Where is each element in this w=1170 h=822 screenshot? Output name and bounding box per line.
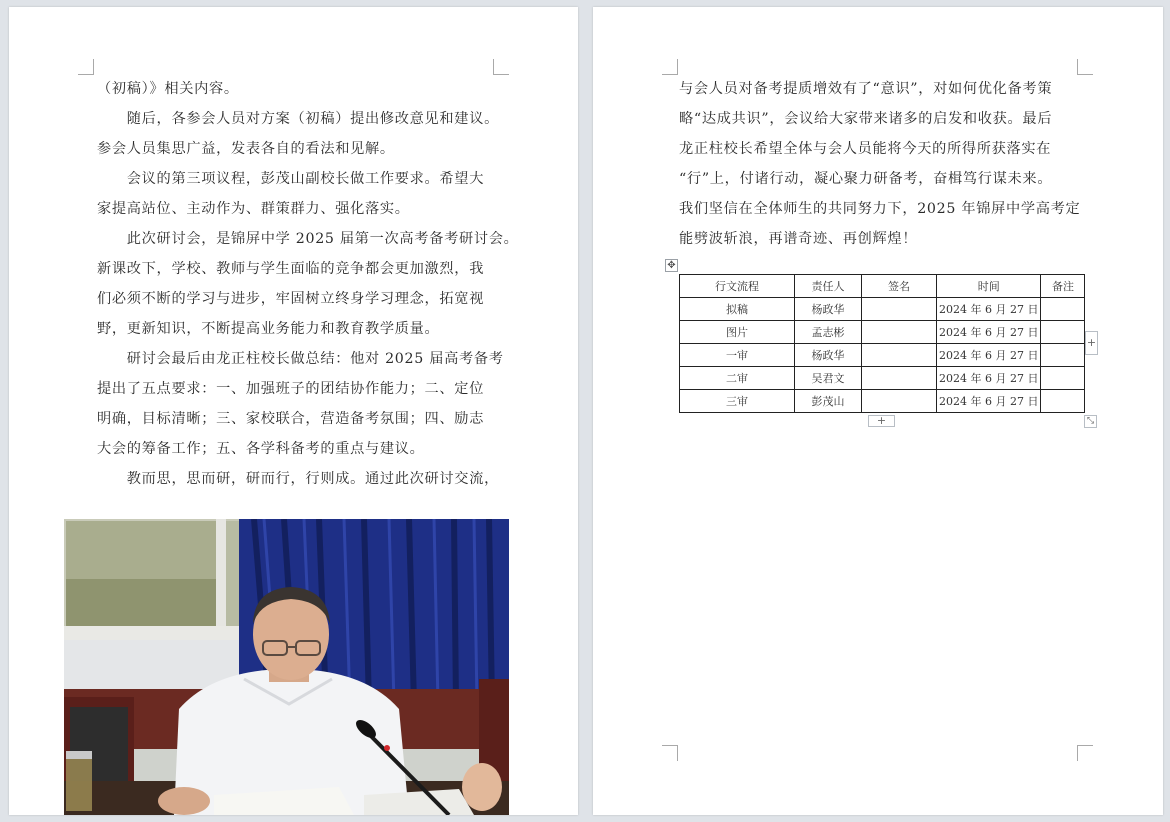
header-cell[interactable]: 签名 xyxy=(862,275,937,298)
table-cell[interactable] xyxy=(862,344,937,367)
header-cell[interactable]: 行文流程 xyxy=(680,275,795,298)
text-line: 会议的第三项议程，彭茂山副校长做工作要求。希望大 xyxy=(97,171,485,187)
header-cell[interactable]: 责任人 xyxy=(795,275,862,298)
table-header-row xyxy=(680,275,1085,298)
table-cell[interactable] xyxy=(1041,321,1085,344)
header-cell[interactable]: 备注 xyxy=(1041,275,1085,298)
table-cell[interactable] xyxy=(862,367,937,390)
table-cell[interactable]: 2024 年 6 月 27 日 xyxy=(937,321,1041,344)
margin-corner-bottom-right xyxy=(1077,745,1093,761)
table-cell[interactable]: 孟志彬 xyxy=(795,321,862,344)
table-row xyxy=(680,321,1085,344)
text-line: 新课改下，学校、教师与学生面临的竞争都会更加激烈，我 xyxy=(97,261,485,277)
margin-corner-top-left xyxy=(78,59,94,75)
table-cell[interactable] xyxy=(1041,344,1085,367)
text-line: 大会的筹备工作；五、各学科备考的重点与建议。 xyxy=(97,441,425,457)
table-cell[interactable]: 彭茂山 xyxy=(795,390,862,413)
text-line: 与会人员对备考提质增效有了“意识”，对如何优化备考策 xyxy=(679,81,1053,97)
text-line: 此次研讨会，是锦屏中学 2025 届第一次高考备考研讨会。 xyxy=(97,231,519,247)
text-line: 随后，各参会人员对方案（初稿）提出修改意见和建议。 xyxy=(97,111,499,127)
text-line: 野，更新知识，不断提高业务能力和教育教学质量。 xyxy=(97,321,440,337)
table-row xyxy=(680,298,1085,321)
text-line: 们必须不断的学习与进步，牢固树立终身学习理念，拓宽视 xyxy=(97,291,485,307)
table-cell[interactable] xyxy=(1041,367,1085,390)
margin-corner-top-right xyxy=(493,59,509,75)
text-line: （初稿）》相关内容。 xyxy=(97,81,239,97)
table-cell[interactable] xyxy=(862,390,937,413)
table-cell[interactable]: 2024 年 6 月 27 日 xyxy=(937,367,1041,390)
add-column-button[interactable]: + xyxy=(1085,331,1098,355)
text-line: 明确，目标清晰；三、家校联合，营造备考氛围；四、励志 xyxy=(97,411,485,427)
text-line: 家提高站位、主动作为、群策群力、强化落实。 xyxy=(97,201,410,217)
document-page-left xyxy=(9,7,578,815)
table-cell[interactable]: 吴君文 xyxy=(795,367,862,390)
approval-table[interactable] xyxy=(679,274,1085,413)
table-cell[interactable]: 一审 xyxy=(680,344,795,367)
table-cell[interactable]: 2024 年 6 月 27 日 xyxy=(937,298,1041,321)
table-cell[interactable] xyxy=(1041,390,1085,413)
text-line: 能劈波斩浪，再谱奇迹、再创辉煌！ xyxy=(679,231,918,247)
text-line: 研讨会最后由龙正柱校长做总结：他对 2025 届高考备考 xyxy=(97,351,504,367)
text-line: 提出了五点要求：一、加强班子的团结协作能力；二、定位 xyxy=(97,381,485,397)
table-cell[interactable]: 杨政华 xyxy=(795,298,862,321)
body-text[interactable] xyxy=(97,74,519,494)
table-cell[interactable]: 杨政华 xyxy=(795,344,862,367)
table-row xyxy=(680,390,1085,413)
text-line: 教而思，思而研，研而行，行则成。通过此次研讨交流， xyxy=(97,471,499,487)
text-line: 略“达成共识”，会议给大家带来诸多的启发和收获。最后 xyxy=(679,111,1053,127)
margin-corner-top-left xyxy=(662,59,678,75)
body-text[interactable] xyxy=(679,74,1080,254)
meeting-photo[interactable] xyxy=(64,519,509,815)
table-cell[interactable]: 2024 年 6 月 27 日 xyxy=(937,344,1041,367)
text-line: 龙正柱校长希望全体与会人员能将今天的所得所获落实在 xyxy=(679,141,1052,157)
table-cell[interactable]: 三审 xyxy=(680,390,795,413)
header-cell[interactable]: 时间 xyxy=(937,275,1041,298)
text-line: “行”上，付诸行动，凝心聚力研备考，奋楫笃行谋未来。 xyxy=(679,171,1053,187)
text-line: 参会人员集思广益，发表各自的看法和见解。 xyxy=(97,141,395,157)
table-cell[interactable]: 2024 年 6 月 27 日 xyxy=(937,390,1041,413)
table-cell[interactable] xyxy=(862,321,937,344)
table-move-handle-icon[interactable]: ✥ xyxy=(665,259,678,272)
margin-corner-bottom-left xyxy=(662,745,678,761)
table-cell[interactable] xyxy=(1041,298,1085,321)
table-row xyxy=(680,344,1085,367)
document-page-right xyxy=(593,7,1163,815)
text-line: 我们坚信在全体师生的共同努力下，2025 年锦屏中学高考定 xyxy=(679,201,1081,217)
table-cell[interactable]: 拟稿 xyxy=(680,298,795,321)
margin-corner-top-right xyxy=(1077,59,1093,75)
add-row-button[interactable]: + xyxy=(868,415,895,427)
table-row xyxy=(680,367,1085,390)
table-cell[interactable]: 二审 xyxy=(680,367,795,390)
table-resize-icon[interactable]: ⤡ xyxy=(1084,415,1097,428)
table-cell[interactable]: 图片 xyxy=(680,321,795,344)
table-cell[interactable] xyxy=(862,298,937,321)
